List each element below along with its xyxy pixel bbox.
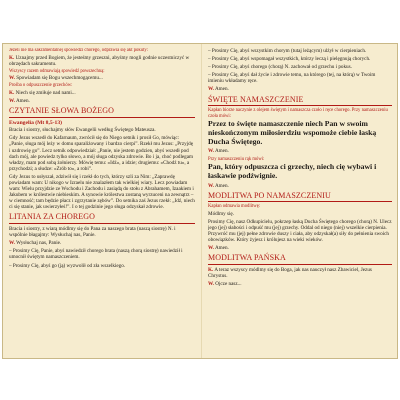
paragraph xyxy=(9,248,195,260)
paragraph xyxy=(9,75,195,81)
block-text: – Prosimy Cię, abyś go (ją) wyzwolił od zła wszelkiego. xyxy=(9,262,126,269)
paragraph xyxy=(9,135,195,172)
heading-rule xyxy=(9,223,195,224)
speaker-marker: W. xyxy=(208,148,214,155)
rubric xyxy=(9,48,195,54)
sacramental-formula xyxy=(208,120,392,146)
prayer-card xyxy=(2,43,398,359)
section-heading xyxy=(208,96,392,105)
block-text: – Prosimy Cię, Panie, abyś nawiedził chorego brata (naszą chorą siostrę) nawiedził i umocnił świętym namaszczeniem. xyxy=(9,248,183,261)
block-text: Niech się zmiłuje nad nami... xyxy=(15,90,76,97)
paragraph xyxy=(208,267,392,279)
block-text: – Prosimy Cię, abyś wspomagał wszystkich, którzy leczą i pielęgnują chorych. xyxy=(208,56,371,63)
block-text: – Prosimy Cię, abyś dał życie i zdrowie temu, na którego (tej, na którą) w Twoim imieniu wkładamy ręce. xyxy=(208,72,376,85)
section-heading xyxy=(208,192,392,201)
block-text: Gdy Jezus wszedł do Kafarnaum, zwrócił się do Niego setnik i prosił Go, mówiąc: „Panie, sługa mój leży w domu sparaliżowany i bardzo cierpi”. Rzekł mu Jezus: „Przyjdę i uzdrowię go”. Lecz setnik odpowiedział: „Panie, nie jestem godzien, abyś wszedł pod dach mój, ale powiedz tylko słowo, a mój sługa odzyska zdrowie. Bo i ja, choć podlegam władzy, mam pod sobą żołnierzy. Mówię temu: »Idź«, a idzie; drugiemu: »Chodź tu«, a przychodzi; a słudze: »Zrób to«, a robi”. xyxy=(9,135,194,172)
block-text: Wysłuchaj nas, Panie. xyxy=(16,240,62,247)
paragraph xyxy=(9,55,195,67)
section-subheading xyxy=(9,120,195,126)
block-text: MODLITWA PO NAMASZCZENIU xyxy=(208,190,331,200)
paragraph xyxy=(9,98,195,104)
block-text: CZYTANIE SŁOWA BOŻEGO xyxy=(9,106,115,116)
block-text: – Prosimy Cię, abyś chorego (chorą) N. zachował od grzechu i pokus. xyxy=(208,64,352,71)
block-text: Bracia i siostry, z wiarą módlmy się do Pana za naszego brata (naszą siostrę) N. i wspólnie błagajmy: Wysłuchaj nas, Panie. xyxy=(9,226,176,239)
block-text: Kapłan odmawia modlitwę: xyxy=(208,204,261,210)
heading-rule xyxy=(9,117,195,118)
rubric xyxy=(9,69,195,75)
paragraph xyxy=(9,174,195,211)
block-text: LITANIA ZA CHOREGO xyxy=(9,212,96,222)
rubric xyxy=(208,204,392,210)
paragraph xyxy=(208,72,392,84)
block-text: Kapłan biorze naczynie z olejem świętym i namaszcza czoło i ręce chorego. Przy namaszczeniu czoła mówi: xyxy=(208,108,388,119)
paragraph xyxy=(208,86,392,92)
left-column xyxy=(9,48,195,354)
section-heading xyxy=(9,213,195,222)
block-text: Pan, który odpuszcza ci grzechy, niech cię wybawi i łaskawie podźwignie. xyxy=(208,162,377,180)
block-text: Ewangelia (Mt 8,5-13) xyxy=(9,119,62,126)
block-text: Przez to święte namaszczenie niech Pan w swoim nieskończonym miłosierdziu wspomoże ciebie łaską Ducha Świętego. xyxy=(208,119,377,146)
section-heading xyxy=(9,107,195,116)
block-text: Gdy Jezus to usłyszał, zdziwił się i rzekł do tych, którzy szli za Nim: „Zaprawdę powiadam wam: U nikogo w Izraelu nie znalazłem tak wielkiej wiary. Lecz powiadam wam: Wielu przyjdzie ze Wschodu i Zachodu i zasiądą do stołu z Abrahamem, Izaakiem i Jakubem w królestwie niebieskim. A synowie królestwa zostaną wyrzuceni na zewnątrz – w ciemność; tam będzie płacz i zgrzytanie zębów”. Do setnika zaś Jezus rzekł: „Idź, niech ci się stanie, jak uwierzyłeś!”. I o tej godzinie jego sługa odzyskał zdrowie. xyxy=(9,173,195,211)
block-text: – Prosimy Cię, abyś wszystkim chorym (tutaj leżącym) ulżył w cierpieniach. xyxy=(208,48,367,54)
block-text: A teraz wszyscy módlmy się do Boga, jak nas nauczył nasz Zbawiciel, Jezus Chrystus. xyxy=(208,266,372,280)
speaker-marker: K. xyxy=(9,90,15,97)
speaker-marker: K. xyxy=(9,54,15,61)
block-text: Amen. xyxy=(15,98,30,105)
speaker-marker: K. xyxy=(208,266,214,273)
speaker-marker: W. xyxy=(208,281,214,288)
block-text: Jeżeli nie ma sakramentalnej spowiedzi chorego, odprawia się akt pokuty: xyxy=(9,48,149,53)
block-text: Amen. xyxy=(214,245,229,252)
fold-line xyxy=(201,44,202,358)
speaker-marker: W. xyxy=(208,245,214,252)
right-column xyxy=(208,48,392,354)
rubric xyxy=(208,108,392,119)
paragraph xyxy=(9,90,195,96)
paragraph xyxy=(9,240,195,246)
block-text: Spowiadam się Bogu wszechmogącemu... xyxy=(16,75,103,82)
paragraph xyxy=(208,211,392,217)
paragraph xyxy=(208,245,392,251)
block-text: Amen. xyxy=(214,182,229,189)
heading-rule xyxy=(208,105,392,106)
speaker-marker: W. xyxy=(9,75,15,82)
paragraph xyxy=(208,219,392,243)
paragraph xyxy=(208,56,392,62)
paragraph xyxy=(208,183,392,189)
paragraph xyxy=(208,148,392,154)
heading-rule xyxy=(208,264,392,265)
paragraph xyxy=(208,64,392,70)
heading-rule xyxy=(208,201,392,202)
block-text: Wszyscy razem odmawiają spowiedź powszechną: xyxy=(9,68,105,74)
block-text: Bracia i siostry, słuchajmy słów Ewangelii według Świętego Mateusza. xyxy=(9,127,156,134)
speaker-marker: W. xyxy=(208,86,214,93)
section-heading xyxy=(208,254,392,263)
block-text: Przy namaszczeniu rąk mówi: xyxy=(208,156,265,162)
paragraph xyxy=(208,281,392,287)
sacramental-formula xyxy=(208,163,392,180)
block-text: Amen. xyxy=(214,148,229,155)
rubric xyxy=(9,83,195,89)
speaker-marker: W. xyxy=(9,240,15,247)
block-text: Prosimy Cię, nasz Odkupicielu, pokrzep łaską Ducha Świętego chorego (chorą) N. Ulecz jego (jej) słabości i odpuść mu (jej) grzechy. Oddal od niego (niej) wszelkie cierpienia. Przywróć mu (jej) pełne zdrowie duszy i ciała, aby odzyskał(a) siły do pełnienia swoich obowiązków. Który żyjesz i królujesz na wieki wieków. xyxy=(208,218,392,244)
paragraph xyxy=(9,226,195,238)
speaker-marker: W. xyxy=(9,98,15,105)
block-text: Módlmy się. xyxy=(208,210,234,217)
block-text: Prośba o odpuszczenie grzechów: xyxy=(9,83,73,89)
paragraph xyxy=(208,48,392,54)
block-text: MODLITWA PAŃSKA xyxy=(208,253,286,263)
paragraph xyxy=(9,127,195,133)
block-text: Uznajmy przed Bogiem, że jesteśmy grzeszni, abyśmy mogli godnie uczestniczyć w obrzędach sakramentu. xyxy=(9,54,190,67)
paragraph xyxy=(9,263,195,269)
speaker-marker: W. xyxy=(208,182,214,189)
block-text: Ojcze nasz... xyxy=(215,281,242,288)
block-text: Amen. xyxy=(214,86,229,93)
block-text: ŚWIĘTE NAMASZCZENIE xyxy=(208,94,304,104)
